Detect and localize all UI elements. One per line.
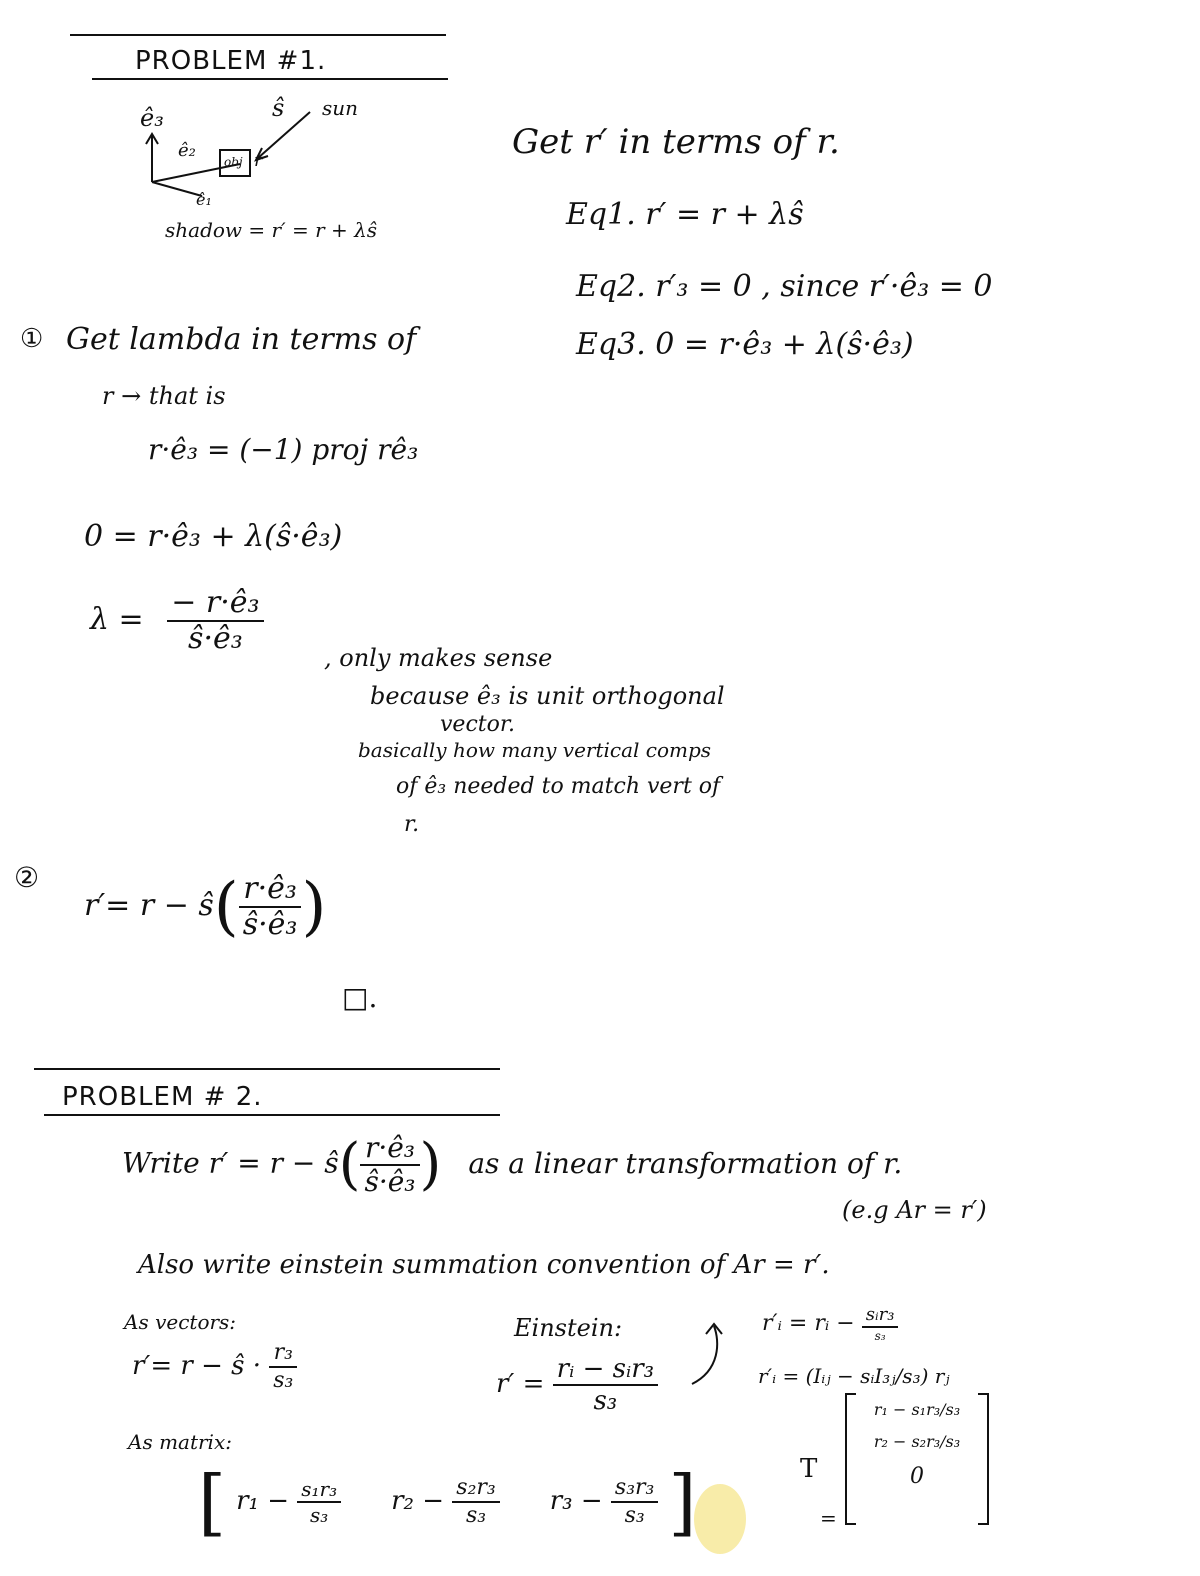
as-matrix-label: As matrix: xyxy=(128,1430,232,1454)
einstein-pre: r′ = xyxy=(496,1369,545,1399)
row-entry3-fraction xyxy=(611,1477,658,1527)
lambda-expression xyxy=(90,585,264,656)
statement-denominator: ŝ·ê₃ xyxy=(364,1165,416,1198)
as-vectors-numerator: r₃ xyxy=(269,1342,297,1368)
row-entry-2 xyxy=(391,1477,500,1527)
row-entry-1 xyxy=(236,1479,341,1525)
einstein-denominator: s₃ xyxy=(593,1386,618,1416)
einstein-fraction xyxy=(553,1356,658,1414)
statement-open-paren: ( xyxy=(338,1132,361,1197)
as-vectors-fraction xyxy=(269,1342,297,1392)
highlight-mark xyxy=(694,1484,746,1554)
step2-open-paren: ( xyxy=(213,870,239,944)
column-vector xyxy=(842,1392,992,1528)
step2-close-paren: ) xyxy=(301,870,327,944)
problem1-bottom-rule xyxy=(92,78,448,80)
row-entry3-pre: r₃ − xyxy=(549,1486,603,1516)
note-line-3: vector. xyxy=(440,712,515,737)
note-line-6: r. xyxy=(404,812,420,837)
row-entry2-pre: r₂ − xyxy=(391,1486,445,1516)
einstein-arrow xyxy=(686,1320,736,1390)
note-line-2: because ê₃ is unit orthogonal xyxy=(370,682,725,710)
row-entry1-fraction xyxy=(297,1479,341,1525)
row-entry1-pre: r₁ − xyxy=(236,1486,289,1516)
einstein-numerator: rᵢ − sᵢr₃ xyxy=(553,1356,658,1386)
einstein-row-1 xyxy=(762,1306,898,1342)
row-entry3-numerator: s₃r₃ xyxy=(611,1477,658,1503)
step1-projection: r·ê₃ = (−1) proj rê₃ xyxy=(148,433,419,466)
problem2-bottom-rule xyxy=(44,1114,500,1116)
row-entry-3 xyxy=(550,1477,659,1527)
axis-e1-line xyxy=(152,182,202,196)
row-open-bracket: [ xyxy=(198,1460,227,1544)
problem2-also: Also write einstein summation convention of Ar = r′. xyxy=(138,1250,830,1280)
einstein-label: Einstein: xyxy=(514,1314,623,1342)
transpose-mark: T xyxy=(800,1454,818,1484)
einstein-row1-pre: r′ᵢ = rᵢ − xyxy=(762,1311,862,1336)
diagram-label-sun: sun xyxy=(322,96,359,120)
as-vectors-label: As vectors: xyxy=(124,1310,237,1334)
problem1-eq3: Eq3. 0 = r·ê₃ + λ(ŝ·ê₃) xyxy=(576,327,914,362)
step1-equation: 0 = r·ê₃ + λ(ŝ·ê₃) xyxy=(84,519,343,554)
step1-title: Get lambda in terms of xyxy=(66,322,417,357)
step1-label: ① xyxy=(20,324,44,354)
diagram-label-e1: ê₁ xyxy=(196,190,212,209)
problem1-heading: PROBLEM #1. xyxy=(135,46,327,76)
statement-fraction xyxy=(360,1131,419,1198)
step2-numerator: r·ê₃ xyxy=(239,874,302,908)
row-entry1-denominator: s₃ xyxy=(310,1503,329,1527)
step2-fraction xyxy=(239,871,302,942)
problem1-eq2: Eq2. r′₃ = 0 , since r′·ê₃ = 0 xyxy=(576,269,993,304)
column-entry-1: r₁ − s₁r₃/s₃ xyxy=(873,1400,961,1419)
lambda-denominator: ŝ·ê₃ xyxy=(188,621,243,656)
statement-numerator: r·ê₃ xyxy=(360,1134,419,1166)
row-vector xyxy=(198,1460,697,1544)
diagram-shadow-label: shadow = r′ = r + λŝ xyxy=(165,218,378,242)
problem1-top-rule xyxy=(70,34,446,36)
einstein-row1-denominator: s₃ xyxy=(874,1329,886,1343)
as-vectors-expression xyxy=(132,1342,297,1392)
note-line-1: , only makes sense xyxy=(324,644,553,672)
lambda-numerator: − r·ê₃ xyxy=(167,588,263,622)
statement-pre: Write r′ = r − ŝ xyxy=(122,1146,339,1180)
step2-label: ② xyxy=(14,861,40,894)
diagram-label-box: obj xyxy=(224,155,243,169)
step1-subtitle: r → that is xyxy=(102,382,226,410)
diagram-label-e3: ê₃ xyxy=(140,104,164,132)
einstein-row1-numerator: sᵢr₃ xyxy=(862,1306,899,1328)
problem1-goal: Get r′ in terms of r. xyxy=(512,122,840,162)
diagram-label-r: r xyxy=(254,150,263,171)
problem2-heading: PROBLEM # 2. xyxy=(62,1082,263,1112)
lambda-fraction xyxy=(167,585,263,656)
diagram-label-e2: ê₂ xyxy=(178,140,196,161)
problem2-top-rule xyxy=(34,1068,500,1070)
qed-mark: □. xyxy=(342,981,378,1014)
lambda-lhs: λ = xyxy=(90,602,144,637)
note-line-4: basically how many vertical comps xyxy=(358,738,712,762)
statement-close-paren: ) xyxy=(419,1132,442,1197)
as-vectors-denominator: s₃ xyxy=(273,1368,294,1393)
statement-post: as a linear transformation of r. xyxy=(468,1146,903,1180)
einstein-row-2: r′ᵢ = (Iᵢⱼ − sᵢI₃ⱼ/s₃) rⱼ xyxy=(758,1364,950,1388)
diagram-label-s: ŝ xyxy=(272,94,285,122)
column-vector-entries xyxy=(842,1402,992,1488)
problem1-eq1: Eq1. r′ = r + λŝ xyxy=(566,197,804,232)
step2-lhs: r′= r − ŝ xyxy=(84,888,214,923)
row-close-bracket: ] xyxy=(668,1460,697,1544)
row-vector-content xyxy=(198,1460,697,1544)
as-vectors-pre: r′= r − ŝ · xyxy=(132,1351,261,1381)
column-entry-2: r₂ − s₂r₃/s₃ xyxy=(873,1432,961,1451)
einstein-row1-fraction xyxy=(862,1306,899,1342)
row-entry2-numerator: s₂r₃ xyxy=(452,1477,499,1503)
einstein-expression xyxy=(496,1356,658,1414)
problem2-statement xyxy=(122,1131,903,1198)
row-entry2-denominator: s₃ xyxy=(465,1503,487,1528)
step2-expression xyxy=(84,870,327,944)
row-entry1-numerator: s₁r₃ xyxy=(297,1479,341,1503)
row-entry2-fraction xyxy=(452,1477,499,1527)
note-line-5: of ê₃ needed to match vert of xyxy=(396,774,721,799)
problem2-example: (e.g Ar = r′) xyxy=(842,1196,987,1224)
column-entry-3: 0 xyxy=(910,1464,924,1489)
matrix-equals: = xyxy=(820,1506,837,1530)
row-entry3-denominator: s₃ xyxy=(624,1503,645,1528)
step2-denominator: ŝ·ê₃ xyxy=(242,907,298,942)
